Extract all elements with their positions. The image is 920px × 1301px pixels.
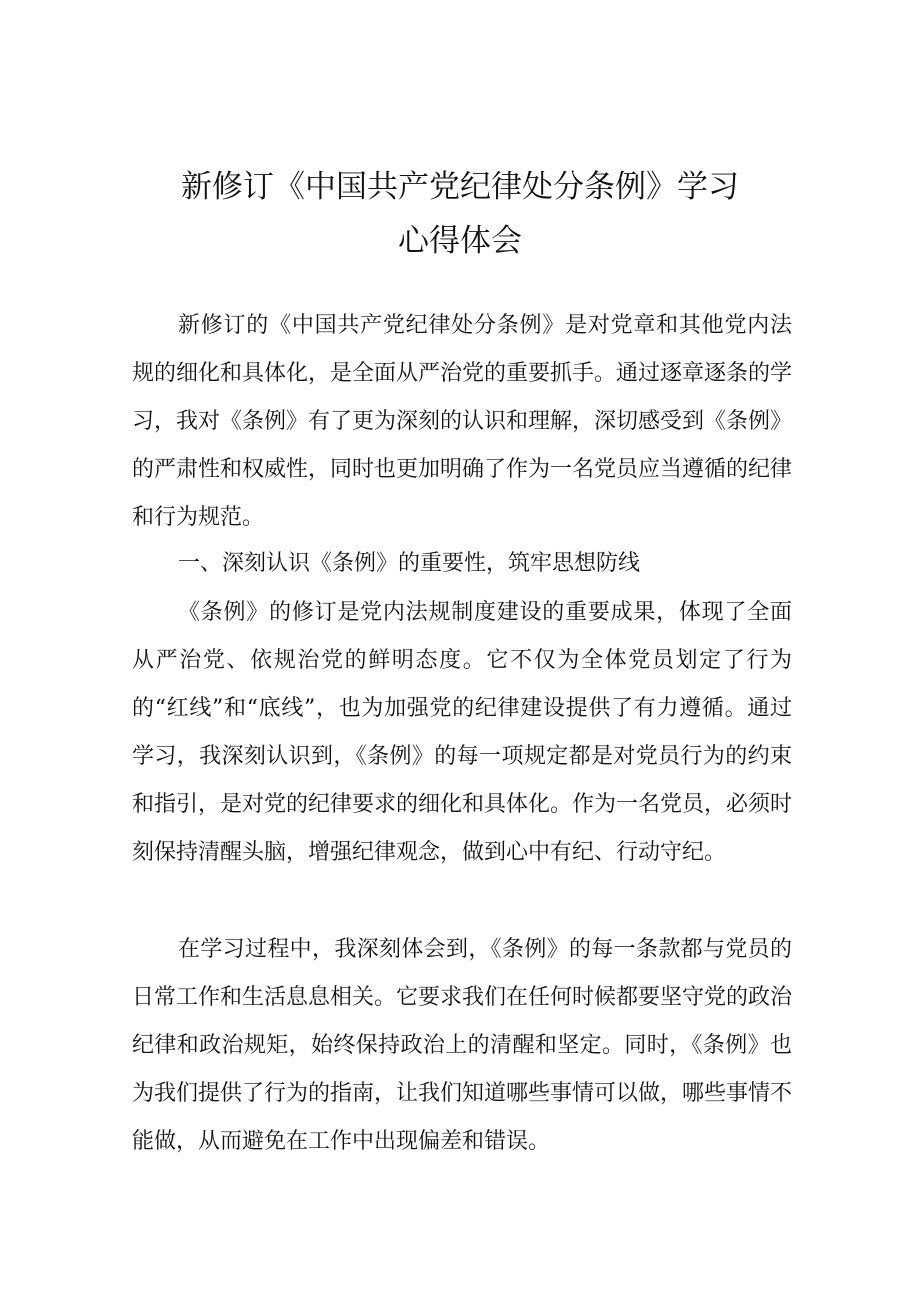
section1-heading: 一、深刻认识《条例》的重要性，筑牢思想防线 (178, 551, 641, 576)
document-title-line2: 心得体会 (398, 223, 522, 259)
document-title-line1: 新修订《中国共产党纪律处分条例》学习 (181, 169, 739, 205)
section1-paragraph1: 《条例》的修订是党内法规制度建设的重要成果，体现了全面从严治党、依规治党的鲜明态度。它不仅为全体党员划定了行为的“红线”和“底线”，也为加强党的纪律建设提供了有力遵循。通过学习，我深刻认识到，《条例》的每一项规定都是对党员行为的约束和指引，是对党的纪律要求的细化和具体化。作为一名党员，必须时刻保持清醒头脑，增强纪律观念，做到心中有纪、行动守纪。 (132, 600, 793, 865)
section1-paragraph2: 在学习过程中，我深刻体会到，《条例》的每一条款都与党员的日常工作和生活息息相关。它要求我们在任何时候都要坚守党的政治纪律和政治规矩，始终保持政治上的清醒和坚定。同时，《条例》也为我们提供了行为的指南，让我们知道哪些事情可以做，哪些事情不能做，从而避免在工作中出现偏差和错误。 (132, 937, 793, 1154)
intro-paragraph: 新修订的《中国共产党纪律处分条例》是对党章和其他党内法规的细化和具体化，是全面从严治党的重要抓手。通过逐章逐条的学习，我对《条例》有了更为深刻的认识和理解，深切感受到《条例》的严肃性和权威性，同时也更加明确了作为一名党员应当遵循的纪律和行为规范。 (132, 313, 793, 530)
